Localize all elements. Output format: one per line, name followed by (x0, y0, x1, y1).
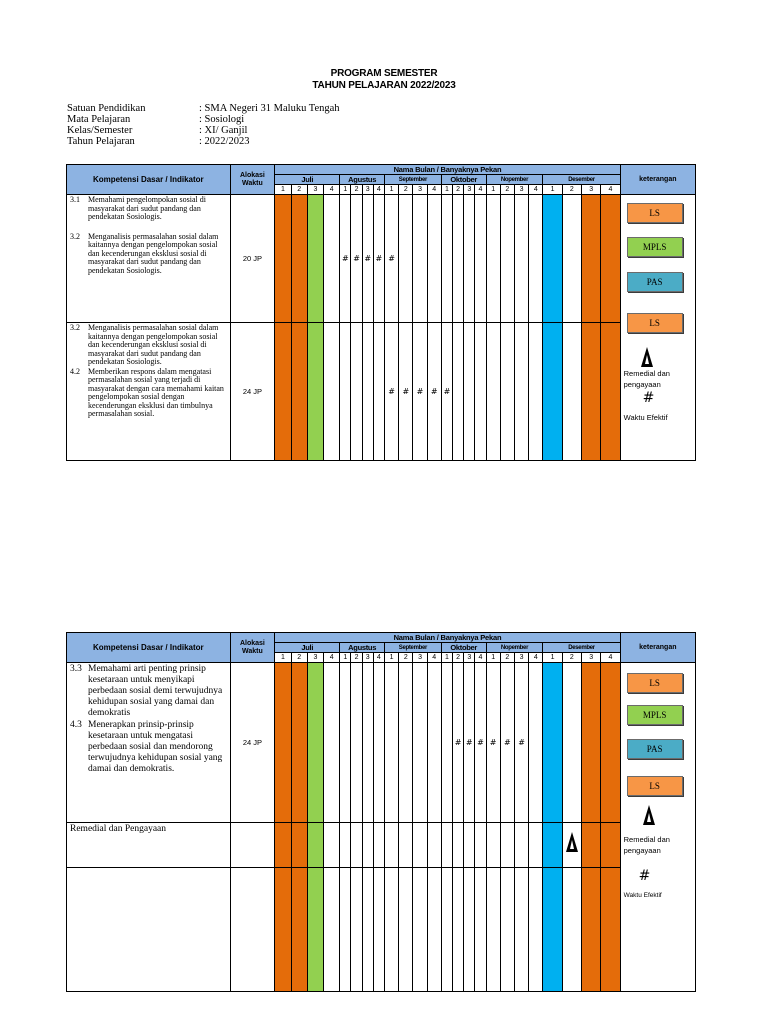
week-cell (307, 868, 323, 992)
kd-text: Menerapkan prinsip-prinsip kesetaraan untuk mengatasi perbedaan sosial dan mendorong terwujudnya kehidupan sosial yang damai dan demokratis. (88, 720, 223, 774)
week-cell (529, 823, 543, 868)
week-cell (500, 868, 514, 992)
effective-week-mark: # (518, 738, 525, 747)
week-cell (475, 195, 486, 323)
effective-week-mark: # (454, 738, 462, 747)
week-number: 1 (384, 653, 398, 663)
keterangan-header: keterangan (620, 165, 695, 195)
week-number: 1 (486, 185, 500, 195)
legend-ls: LS (627, 673, 683, 693)
week-cell (486, 323, 500, 461)
week-cell (373, 195, 384, 323)
week-cell (399, 868, 413, 992)
week-number: 4 (601, 185, 620, 195)
legend-hash-icon: # (642, 390, 655, 406)
week-cell (275, 663, 291, 823)
kd-item (67, 719, 230, 775)
alokasi-label-2: Waktu (242, 647, 263, 655)
week-number: 1 (340, 653, 351, 663)
kd-item (67, 367, 230, 419)
week-cell (399, 663, 413, 823)
week-cell (384, 195, 398, 323)
week-cell (486, 195, 500, 323)
week-cell (324, 195, 340, 323)
week-cell (543, 823, 562, 868)
jp-cell: 24 JP (230, 323, 275, 461)
week-number: 1 (441, 185, 452, 195)
week-cell (514, 823, 528, 868)
week-cell (441, 195, 452, 323)
week-cell (427, 323, 441, 461)
month-desember: Desember (543, 175, 620, 185)
effective-week-mark: # (353, 254, 360, 263)
week-cell (601, 323, 620, 461)
week-cell (324, 323, 340, 461)
week-cell (373, 323, 384, 461)
kd-number: 3.3 (70, 664, 82, 674)
legend-remedial-2: pengayaan (623, 380, 661, 389)
legend-remedial-1: Remedial dan (623, 369, 670, 378)
info-label: Satuan Pendidikan (67, 103, 146, 114)
week-cell (543, 868, 562, 992)
week-cell (362, 323, 373, 461)
week-number: 2 (399, 653, 413, 663)
info-row (67, 114, 340, 125)
info-value: : 2022/2023 (199, 136, 250, 147)
week-cell (291, 868, 307, 992)
week-cell (275, 823, 291, 868)
week-cell (384, 663, 398, 823)
week-cell (562, 195, 581, 323)
week-number: 2 (453, 653, 464, 663)
week-cell (562, 868, 581, 992)
week-number: 3 (464, 185, 475, 195)
legend-ls-2: LS (627, 313, 683, 333)
week-number: 4 (601, 653, 620, 663)
month-juli: Juli (275, 643, 340, 653)
kd-text: Menganalisis permasalahan sosial dalam kaitannya dengan pengelompokan sosial dan kecenderungan eksklusi sosial di masyarakat dari sudut pandang dan pendekatan Sosiologis. (88, 323, 219, 366)
info-label: Mata Pelajaran (67, 114, 131, 125)
effective-week-mark: # (388, 254, 395, 263)
week-cell (475, 868, 486, 992)
kd-cell-empty (67, 868, 231, 992)
week-number: 4 (475, 653, 486, 663)
week-number: 3 (413, 185, 427, 195)
week-cell (275, 195, 291, 323)
week-number: 4 (427, 653, 441, 663)
week-number: 3 (362, 185, 373, 195)
week-cell (351, 195, 362, 323)
remedial-triangle-icon (643, 805, 655, 825)
week-cell (529, 868, 543, 992)
legend-mpls: MPLS (627, 237, 683, 257)
week-cell (324, 868, 340, 992)
legend-pas: PAS (627, 272, 683, 292)
week-cell (486, 868, 500, 992)
info-row (67, 103, 340, 114)
week-cell (275, 868, 291, 992)
jp-cell-empty (230, 868, 275, 992)
legend-remedial-1: Remedial dan (623, 835, 670, 844)
kd-number: 4.2 (70, 366, 80, 376)
jp-cell (230, 823, 275, 868)
week-cell (324, 823, 340, 868)
effective-week-mark: # (402, 387, 410, 396)
week-cell (307, 663, 323, 823)
month-agustus: Agustus (340, 175, 385, 185)
week-number: 1 (486, 653, 500, 663)
week-number: 2 (500, 185, 514, 195)
legend-cell (620, 663, 695, 992)
week-number: 4 (324, 185, 340, 195)
week-cell (543, 663, 562, 823)
week-cell (427, 195, 441, 323)
alokasi-header (230, 165, 275, 195)
week-cell (275, 323, 291, 461)
legend-pas: PAS (627, 739, 683, 759)
week-number: 4 (373, 185, 384, 195)
week-cell (453, 195, 464, 323)
week-number: 1 (275, 185, 291, 195)
week-cell (373, 663, 384, 823)
week-cell (514, 868, 528, 992)
week-cell (514, 663, 528, 823)
week-cell (413, 195, 427, 323)
week-number: 1 (384, 185, 398, 195)
week-number: 4 (529, 653, 543, 663)
title-line-1: PROGRAM SEMESTER (330, 68, 438, 79)
week-cell (543, 195, 562, 323)
info-label: Kelas/Semester (67, 125, 133, 136)
kd-cell (67, 323, 231, 461)
kd-text: Memahami arti penting prinsip kesetaraan untuk menyikapi perbedaan sosial demi terwujudnya kehidupan sosial yang damai dan demokratis (88, 664, 223, 718)
week-number: 3 (307, 653, 323, 663)
month-agustus: Agustus (340, 643, 385, 653)
week-cell (413, 323, 427, 461)
week-cell (582, 823, 601, 868)
schedule-table-1 (66, 164, 696, 461)
effective-week-mark: # (375, 254, 383, 263)
kd-cell (67, 823, 231, 868)
week-cell (500, 663, 514, 823)
week-cell (399, 323, 413, 461)
kd-number: 3.2 (70, 231, 80, 241)
bulan-header: Nama Bulan / Banyaknya Pekan (275, 165, 620, 175)
week-number: 2 (562, 185, 581, 195)
bulan-header: Nama Bulan / Banyaknya Pekan (275, 633, 620, 643)
week-number: 4 (324, 653, 340, 663)
week-cell (340, 323, 351, 461)
week-cell (464, 663, 475, 823)
week-number: 4 (529, 185, 543, 195)
week-number: 2 (453, 185, 464, 195)
effective-week-mark: # (342, 254, 349, 263)
kd-block-row (67, 868, 696, 992)
week-cell (441, 868, 452, 992)
alokasi-label-2: Waktu (242, 179, 263, 187)
week-cell (562, 823, 581, 868)
effective-week-mark: # (489, 738, 497, 747)
week-cell (399, 195, 413, 323)
kd-item (67, 323, 230, 367)
week-cell (413, 868, 427, 992)
week-cell (601, 195, 620, 323)
week-number: 3 (413, 653, 427, 663)
week-cell (453, 868, 464, 992)
week-number: 2 (291, 185, 307, 195)
week-cell (362, 868, 373, 992)
kd-text: Memberikan respons dalam mengatasi permasalahan sosial yang terjadi di masyarakat dengan cara memahami kaitan pengelompokan sosial dengan kecenderungan eksklusi dan timbulnya permasalahan sosial. (88, 366, 224, 418)
week-cell (362, 663, 373, 823)
legend-waktu-efektif: Waktu Efektif (623, 892, 662, 899)
kd-item (67, 823, 230, 835)
effective-week-mark: # (504, 738, 511, 747)
week-cell (601, 823, 620, 868)
week-cell (464, 868, 475, 992)
month-oktober: Oktober (441, 175, 486, 185)
week-cell (514, 195, 528, 323)
week-cell (362, 195, 373, 323)
week-cell (475, 323, 486, 461)
week-cell (582, 663, 601, 823)
week-cell (486, 663, 500, 823)
week-number: 3 (514, 653, 528, 663)
week-cell (464, 323, 475, 461)
week-cell (351, 823, 362, 868)
month-oktober: Oktober (441, 643, 486, 653)
effective-week-mark: # (364, 254, 372, 263)
week-cell (464, 823, 475, 868)
kd-header: Kompetensi Dasar / Indikator (67, 165, 231, 195)
effective-week-mark: # (477, 738, 484, 747)
legend-cell (620, 195, 695, 461)
week-number: 2 (562, 653, 581, 663)
week-number: 2 (399, 185, 413, 195)
week-number: 3 (514, 185, 528, 195)
month-nopember: Nopember (486, 175, 543, 185)
week-cell (373, 868, 384, 992)
week-cell (601, 868, 620, 992)
kd-number: 3.2 (70, 323, 80, 332)
title-line-2: TAHUN PELAJARAN 2022/2023 (312, 80, 456, 91)
jp-cell: 24 JP (230, 663, 275, 823)
alokasi-label-1: Alokasi (239, 639, 265, 647)
week-cell (529, 195, 543, 323)
week-cell (351, 868, 362, 992)
remedial-triangle-icon (641, 347, 653, 367)
week-cell (562, 323, 581, 461)
kd-text: Memahami pengelompokan sosial di masyarakat dari sudut pandang dan pendekatan Sosiologis. (88, 195, 206, 221)
week-number: 1 (543, 653, 562, 663)
kd-header: Kompetensi Dasar / Indikator (67, 633, 231, 663)
week-cell (291, 823, 307, 868)
week-cell (441, 323, 452, 461)
week-cell (427, 663, 441, 823)
week-cell (475, 823, 486, 868)
effective-week-mark: # (388, 387, 395, 396)
week-cell (582, 868, 601, 992)
effective-week-mark: # (416, 387, 424, 396)
week-number: 3 (464, 653, 475, 663)
kd-block-row (67, 323, 696, 461)
week-cell (413, 663, 427, 823)
jp-cell: 20 JP (230, 195, 275, 323)
schedule-table-2 (66, 632, 696, 992)
alokasi-header (230, 633, 275, 663)
kd-item (67, 232, 230, 276)
week-cell (427, 823, 441, 868)
week-cell (373, 823, 384, 868)
legend-ls: LS (627, 203, 683, 223)
week-number: 1 (275, 653, 291, 663)
week-cell (441, 663, 452, 823)
week-number: 3 (582, 185, 601, 195)
kd-item (67, 195, 230, 222)
week-cell (307, 823, 323, 868)
week-cell (307, 323, 323, 461)
month-september: September (384, 175, 441, 185)
effective-week-mark: # (430, 387, 438, 396)
info-value: : Sosiologi (199, 114, 245, 125)
week-cell (340, 663, 351, 823)
week-cell (427, 868, 441, 992)
week-cell (441, 823, 452, 868)
week-number: 3 (362, 653, 373, 663)
info-value: : XI/ Ganjil (199, 125, 248, 136)
legend-mpls: MPLS (627, 705, 683, 725)
week-cell (543, 323, 562, 461)
legend-remedial-2: pengayaan (623, 846, 661, 855)
month-nopember: Nopember (486, 643, 543, 653)
kd-cell (67, 195, 231, 323)
week-cell (413, 823, 427, 868)
week-cell (529, 663, 543, 823)
keterangan-header: keterangan (620, 633, 695, 663)
week-cell (582, 195, 601, 323)
week-cell (453, 823, 464, 868)
week-number: 1 (340, 185, 351, 195)
effective-week-mark: # (465, 738, 473, 747)
week-cell (500, 323, 514, 461)
week-number: 4 (427, 185, 441, 195)
info-block (67, 103, 340, 147)
week-cell (475, 663, 486, 823)
week-number: 1 (543, 185, 562, 195)
week-cell (340, 195, 351, 323)
effective-week-mark: # (443, 387, 451, 396)
week-cell (291, 663, 307, 823)
kd-number: 3.1 (70, 195, 80, 204)
week-cell (500, 195, 514, 323)
week-cell (340, 823, 351, 868)
week-cell (399, 823, 413, 868)
week-cell (514, 323, 528, 461)
week-number: 2 (351, 185, 362, 195)
week-number: 3 (307, 185, 323, 195)
kd-block-row (67, 823, 696, 868)
week-number: 2 (351, 653, 362, 663)
week-cell (500, 823, 514, 868)
week-cell (307, 195, 323, 323)
week-cell (453, 323, 464, 461)
kd-item (67, 663, 230, 719)
month-juli: Juli (275, 175, 340, 185)
kd-cell (67, 663, 231, 823)
kd-block-row (67, 663, 696, 823)
week-cell (562, 663, 581, 823)
week-cell (340, 868, 351, 992)
info-label: Tahun Pelajaran (67, 136, 135, 147)
kd-text: Menganalisis permasalahan sosial dalam kaitannya dengan pengelompokan sosial dan kecenderungan eksklusi sosial di masyarakat dari sudut pandang dan pendekatan Sosiologis. (88, 231, 219, 275)
week-number: 3 (582, 653, 601, 663)
legend-hash-icon: # (638, 868, 651, 884)
week-cell (464, 195, 475, 323)
week-number: 1 (441, 653, 452, 663)
week-cell (453, 663, 464, 823)
legend-waktu-efektif: Waktu Efektif (623, 413, 668, 422)
week-cell (582, 323, 601, 461)
week-cell (291, 323, 307, 461)
week-cell (384, 323, 398, 461)
week-cell (529, 323, 543, 461)
legend-ls-2: LS (627, 776, 683, 796)
week-number: 2 (291, 653, 307, 663)
alokasi-label-1: Alokasi (239, 171, 265, 179)
week-cell (291, 195, 307, 323)
week-cell (384, 823, 398, 868)
remedial-triangle-icon (566, 832, 578, 852)
info-row (67, 125, 340, 136)
month-september: September (384, 643, 441, 653)
week-cell (351, 323, 362, 461)
week-number: 2 (500, 653, 514, 663)
week-cell (384, 868, 398, 992)
week-cell (486, 823, 500, 868)
info-value: : SMA Negeri 31 Maluku Tengah (199, 103, 340, 114)
week-number: 4 (475, 185, 486, 195)
kd-number: 4.3 (70, 720, 82, 730)
week-cell (601, 663, 620, 823)
week-cell (351, 663, 362, 823)
kd-block-row (67, 195, 696, 323)
info-row (67, 136, 340, 147)
week-cell (324, 663, 340, 823)
kd-text: Remedial dan Pengayaan (70, 824, 167, 834)
week-number: 4 (373, 653, 384, 663)
month-desember: Desember (543, 643, 620, 653)
week-cell (362, 823, 373, 868)
